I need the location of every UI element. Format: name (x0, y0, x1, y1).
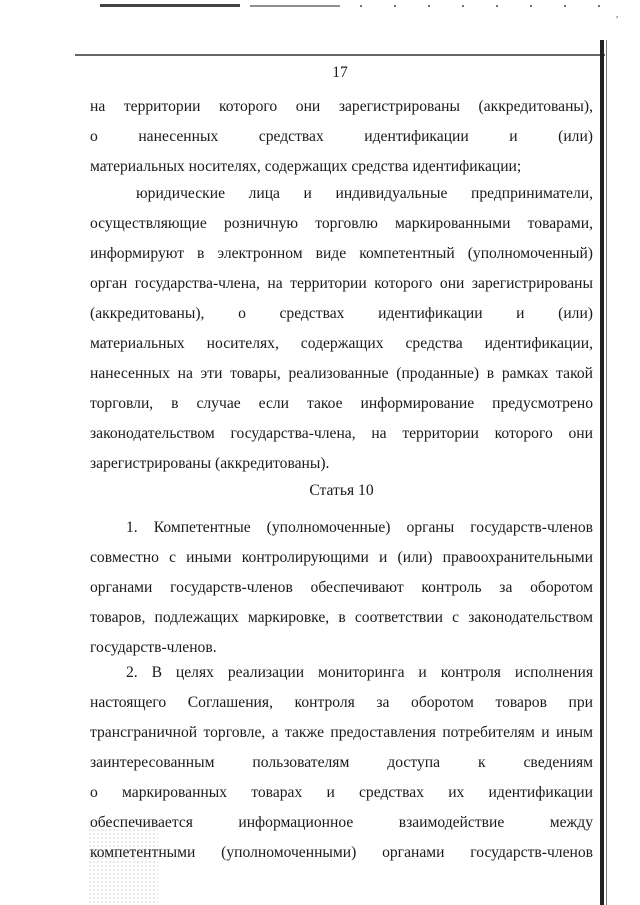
text-line: о нанесенных средствах идентификации и (или) (90, 128, 593, 145)
text-line: трансграничной торговле, а также предоставления потребителям и иным (90, 724, 593, 741)
text-line: нанесенных на эти товары, реализованные (проданные) в рамках такой (90, 365, 593, 382)
scan-top-artifact (0, 0, 640, 12)
text-line: зарегистрированы (аккредитованы). (90, 455, 330, 472)
text-line: законодательством государства-члена, на территории которого они (90, 425, 593, 442)
text-line: компетентными (уполномоченными) органами государств-членов (90, 844, 593, 861)
page-top-rule (75, 54, 605, 56)
text-line: материальных носителях, содержащих средства идентификации, (90, 335, 593, 352)
text-line: товаров, подлежащих маркировке, в соответствии с законодательством (90, 609, 593, 626)
scan-dash (100, 4, 240, 7)
text-line: 1. Компетентные (уполномоченные) органы государств-членов (126, 519, 593, 536)
scan-dash (250, 5, 340, 7)
corner-tick-mark: ′ (616, 14, 619, 26)
text-line: орган государства-члена, на территории которого они зарегистрированы (90, 275, 593, 292)
article-heading: Статья 10 (309, 482, 374, 499)
paragraph-2 (90, 179, 593, 479)
text-line: материальных носителях, содержащих средства идентификации; (90, 158, 522, 175)
text-line: (аккредитованы), о средствах идентификации и (или) (90, 305, 593, 322)
scan-dots (360, 5, 600, 7)
text-line: обеспечивается информационное взаимодействие между (90, 814, 593, 831)
text-line: на территории которого они зарегистрированы (аккредитованы), (90, 98, 593, 115)
text-line: совместно с иными контролирующими и (или) правоохранительными (90, 549, 593, 566)
page-right-border-edge (606, 40, 607, 905)
paragraph-3 (90, 513, 593, 663)
text-line: торговли, в случае если такое информирование предусмотрено (90, 395, 593, 412)
paragraph-1 (90, 92, 593, 182)
page-number: 17 (332, 64, 348, 81)
text-line: заинтересованным пользователям доступа к сведениям (90, 754, 593, 771)
text-line: о маркированных товарах и средствах их идентификации (90, 784, 593, 801)
text-line: 2. В целях реализации мониторинга и контроля исполнения (126, 664, 593, 681)
text-line: государств-членов. (90, 639, 217, 656)
page-right-border (600, 40, 604, 905)
text-line: осуществляющие розничную торговлю маркированными товарами, (90, 215, 593, 232)
text-line: настоящего Соглашения, контроля за оборотом товаров при (90, 694, 593, 711)
text-line: органами государств-членов обеспечивают контроль за оборотом (90, 579, 593, 596)
text-line: юридические лица и индивидуальные предприниматели, (136, 185, 593, 202)
paragraph-4 (90, 658, 593, 868)
text-line: информируют в электронном виде компетентный (уполномоченный) (90, 245, 593, 262)
